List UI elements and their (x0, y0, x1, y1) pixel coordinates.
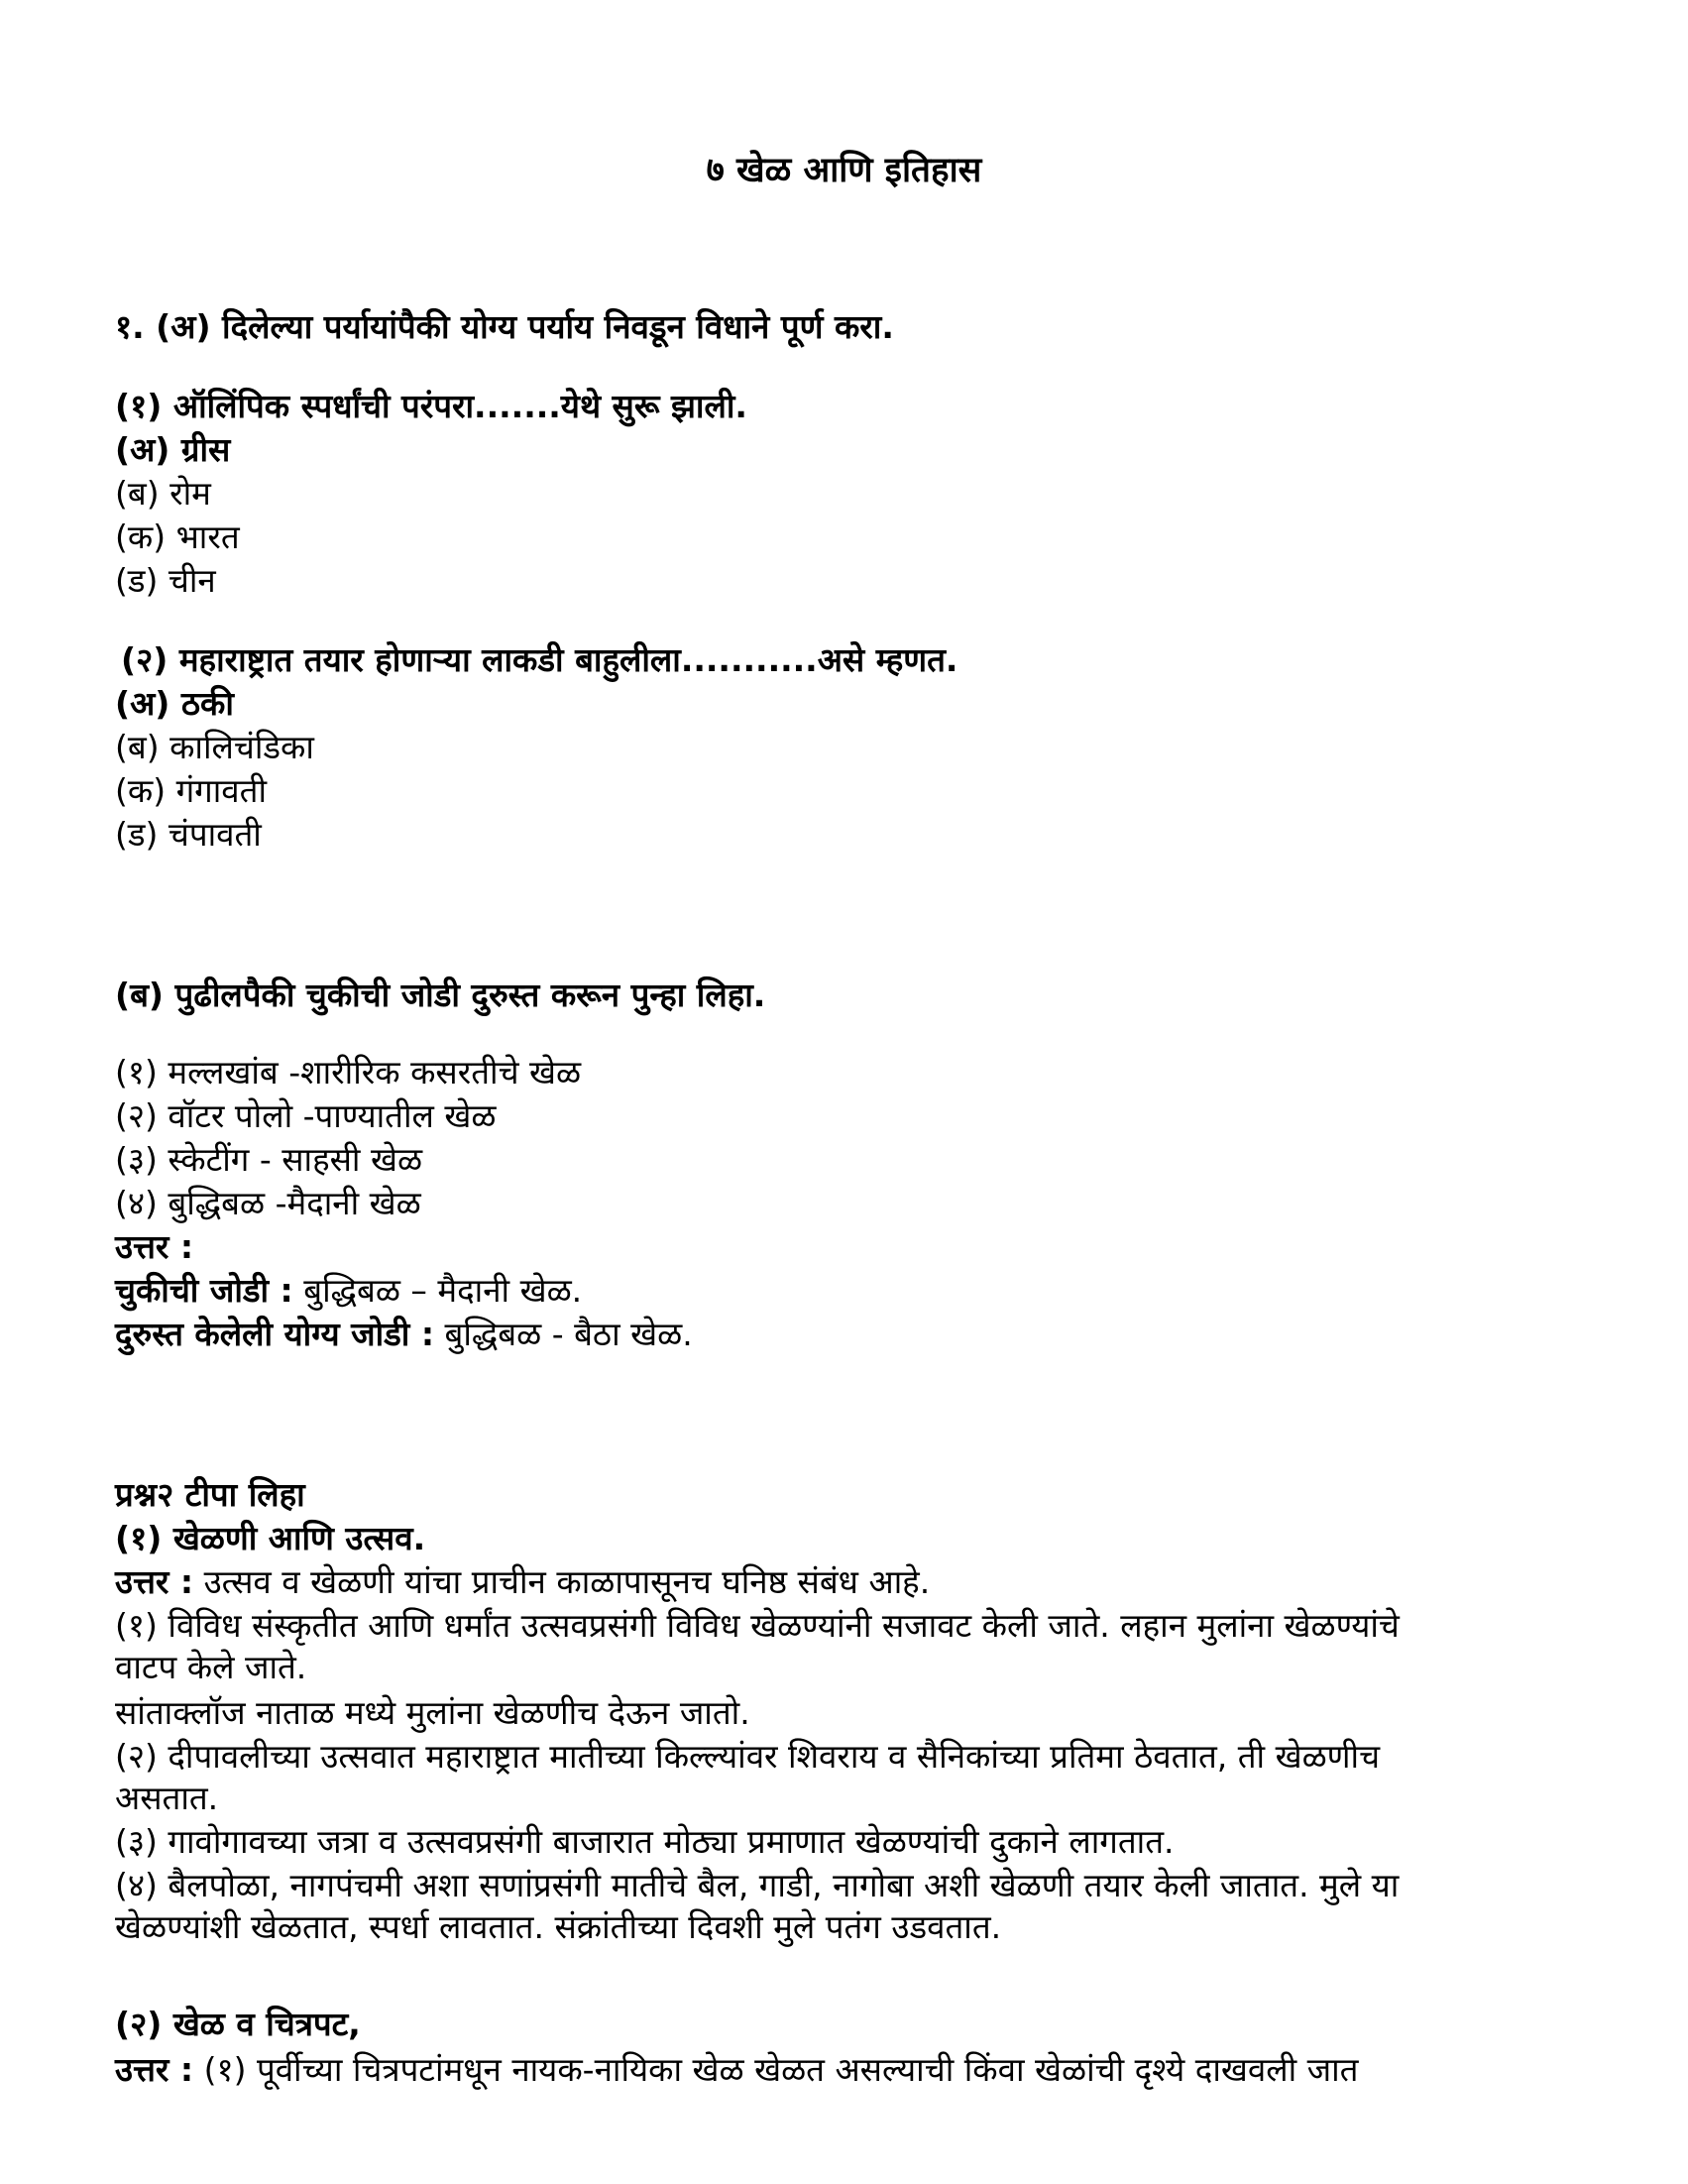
q1-item2-option-b: (ब) कालिचंडिका (115, 728, 314, 766)
q1-item1-option-b: (ब) रोम (115, 474, 211, 513)
q2-sub1-answer (115, 1560, 930, 1604)
correct-pair-label: दुरुस्त केलेली योग्य जोडी : (115, 1315, 435, 1353)
q2-p2-line2: असतात. (115, 1779, 219, 1817)
q2-p1-line1: (१) विविध संस्कृतीत आणि धर्मांत उत्सवप्रसंगी विविध खेळण्यांनी सजावट केली जाते. लहान मुलांना खेळण्यांचे (115, 1606, 1400, 1645)
q2-sub1-answer-label: उत्तर : (115, 1562, 194, 1601)
q1-item2-option-c: (क) गंगावती (115, 771, 267, 810)
q1-answer-label: उत्तर : (115, 1227, 194, 1266)
q2-p1-line2: वाटप केले जाते. (115, 1648, 307, 1686)
q2-sub2-answer-label: उत्तर : (115, 2050, 194, 2089)
q2-p2-line1: (२) दीपावलीच्या उत्सवात महाराष्ट्रात मातीच्या किल्ल्यांवर शिवराय व सैनिकांच्या प्रतिमा ठेवतात, ती खेळणीच (115, 1737, 1381, 1776)
wrong-pair-value: बुद्धिबळ – मैदानी खेळ. (292, 1271, 583, 1310)
q1-item1-option-a: (अ) ग्रीस (115, 430, 231, 469)
q1-b-heading: (ब) पुढीलपैकी चुकीची जोडी दुरुस्त करून पुन्हा लिहा. (115, 976, 766, 1014)
q1-a-heading: १. (अ) दिलेल्या पर्यायांपैकी योग्य पर्याय निवडून विधाने पूर्ण करा. (115, 307, 894, 346)
q2-p1-line3: सांताक्लॉज नाताळ मध्ये मुलांना खेळणीच देऊन जातो. (115, 1693, 750, 1732)
pair-1: (१) मल्लखांब -शारीरिक कसरतीचे खेळ (115, 1053, 582, 1092)
page-title: ७ खेळ आणि इतिहास (706, 151, 982, 190)
q2-p4-line1: (४) बैलपोळा, नागपंचमी अशा सणांप्रसंगी मातीचे बैल, गाडी, नागोबा अशी खेळणी तयार केली जातात. मुले या (115, 1866, 1400, 1904)
q2-heading: प्रश्न२ टीपा लिहा (115, 1475, 305, 1514)
q2-p3-line1: (३) गावोगावच्या जत्रा व उत्सवप्रसंगी बाजारात मोठ्या प्रमाणात खेळण्यांची दुकाने लागतात. (115, 1822, 1175, 1861)
wrong-pair-label: चुकीची जोडी : (115, 1271, 293, 1310)
q1-item2-question: (२) महाराष्ट्रात तयार होणाऱ्या लाकडी बाहुलीला...........असे म्हणत. (121, 640, 958, 679)
q2-sub2-answer-text: (१) पूर्वीच्या चित्रपटांमधून नायक-नायिका खेळ खेळत असल्याची किंवा खेळांची दृश्ये दाखवली जात (193, 2050, 1359, 2089)
q2-sub2-title: (२) खेळ व चित्रपट, (115, 2005, 361, 2043)
q1-item1-option-d: (ड) चीन (115, 561, 216, 600)
q1-item2-option-d: (ड) चंपावती (115, 815, 262, 854)
q1-item1-option-c: (क) भारत (115, 517, 240, 556)
pair-2: (२) वॉटर पोलो -पाण्यातील खेळ (115, 1096, 497, 1135)
pair-4: (४) बुद्धिबळ -मैदानी खेळ (115, 1184, 421, 1222)
pair-3: (३) स्केटींग - साहसी खेळ (115, 1140, 423, 1179)
correct-pair-line (115, 1313, 693, 1356)
wrong-pair-line (115, 1269, 582, 1313)
q1-item1-question: (१) ऑलिंपिक स्पर्धांची परंपरा.......येथे सुरू झाली. (115, 387, 747, 425)
q2-p4-line2: खेळण्यांशी खेळतात, स्पर्धा लावतात. संक्रांतीच्या दिवशी मुले पतंग उडवतात. (115, 1907, 1002, 1946)
q2-sub1-answer-intro: उत्सव व खेळणी यांचा प्राचीन काळापासूनच घनिष्ठ संबंध आहे. (193, 1562, 931, 1601)
q1-item2-option-a: (अ) ठकी (115, 684, 234, 723)
q2-sub1-title: (१) खेळणी आणि उत्सव. (115, 1519, 426, 1557)
correct-pair-value: बुद्धिबळ - बैठा खेळ. (434, 1315, 693, 1353)
q2-sub2-answer (115, 2048, 1358, 2092)
